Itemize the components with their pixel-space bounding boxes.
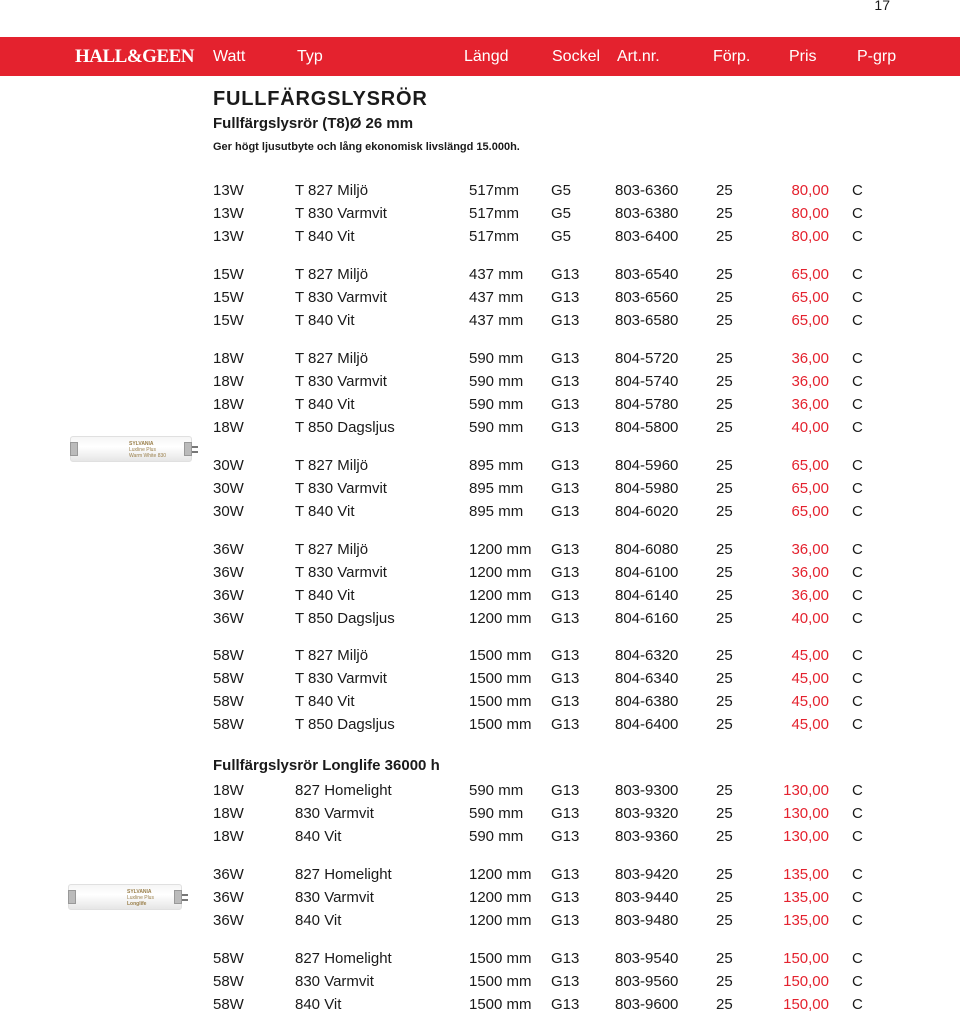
product-subtitle: Fullfärgslysrör (T8)Ø 26 mm <box>213 115 414 132</box>
cell-socket: G13 <box>551 950 580 967</box>
cell-type: 827 Homelight <box>295 866 392 883</box>
cell-pack-size: 25 <box>716 828 733 845</box>
table-row <box>0 610 960 630</box>
cell-pack-size: 25 <box>716 564 733 581</box>
cell-watt: 30W <box>213 480 244 497</box>
cell-article-number: 803-9440 <box>615 889 679 906</box>
cell-price-group: C <box>852 228 863 245</box>
cell-socket: G13 <box>551 419 580 436</box>
cell-length: 437 mm <box>469 312 524 329</box>
cell-article-number: 803-9360 <box>615 828 679 845</box>
cell-price: 135,00 <box>783 866 829 883</box>
cell-pack-size: 25 <box>716 419 733 436</box>
cell-length: 590 mm <box>469 419 524 436</box>
cell-price-group: C <box>852 912 863 929</box>
cell-socket: G13 <box>551 289 580 306</box>
cell-socket: G13 <box>551 610 580 627</box>
cell-type: T 850 Dagsljus <box>295 419 395 436</box>
tube-label-brand: SYLVANIA <box>127 889 152 895</box>
cell-socket: G13 <box>551 782 580 799</box>
cell-pack-size: 25 <box>716 647 733 664</box>
cell-type: T 840 Vit <box>295 587 355 604</box>
tube-label-line1: Luxline Plus <box>127 895 154 901</box>
cell-price: 135,00 <box>783 889 829 906</box>
cell-price-group: C <box>852 670 863 687</box>
cell-price: 45,00 <box>791 670 829 687</box>
cell-price-group: C <box>852 693 863 710</box>
cell-length: 1500 mm <box>469 973 532 990</box>
cell-price-group: C <box>852 289 863 306</box>
cell-price: 40,00 <box>791 419 829 436</box>
tube-image-standard <box>70 436 192 462</box>
cell-watt: 36W <box>213 587 244 604</box>
cell-type: T 840 Vit <box>295 396 355 413</box>
cell-socket: G5 <box>551 205 572 222</box>
tube-label-line2: Warm White 830 <box>129 453 167 459</box>
cell-length: 1200 mm <box>469 587 532 604</box>
cell-socket: G13 <box>551 693 580 710</box>
cell-type: T 830 Varmvit <box>295 480 387 497</box>
col-header-forp: Förp. <box>713 48 751 65</box>
cell-price-group: C <box>852 996 863 1013</box>
cell-watt: 36W <box>213 866 244 883</box>
cell-socket: G13 <box>551 912 580 929</box>
table-row <box>0 587 960 607</box>
cell-article-number: 804-6320 <box>615 647 679 664</box>
cell-article-number: 803-9480 <box>615 912 679 929</box>
table-row <box>0 716 960 736</box>
table-row <box>0 693 960 713</box>
cell-length: 1500 mm <box>469 996 532 1013</box>
cell-watt: 58W <box>213 950 244 967</box>
table-row <box>0 205 960 225</box>
tube-label-brand: SYLVANIA <box>129 441 154 447</box>
cell-pack-size: 25 <box>716 670 733 687</box>
cell-type: T 827 Miljö <box>295 266 369 283</box>
cell-watt: 58W <box>213 973 244 990</box>
cell-price: 130,00 <box>783 782 829 799</box>
cell-type: T 840 Vit <box>295 312 355 329</box>
cell-pack-size: 25 <box>716 610 733 627</box>
cell-watt: 18W <box>213 805 244 822</box>
cell-type: 827 Homelight <box>295 950 392 967</box>
cell-article-number: 803-9420 <box>615 866 679 883</box>
cell-type: T 827 Miljö <box>295 350 369 367</box>
cell-socket: G13 <box>551 396 580 413</box>
cell-pack-size: 25 <box>716 205 733 222</box>
cell-article-number: 804-6020 <box>615 503 679 520</box>
cell-watt: 13W <box>213 228 244 245</box>
cell-watt: 30W <box>213 457 244 474</box>
cell-price-group: C <box>852 805 863 822</box>
cell-price: 45,00 <box>791 693 829 710</box>
table-row <box>0 950 960 970</box>
cell-price: 65,00 <box>791 266 829 283</box>
cell-price: 150,00 <box>783 973 829 990</box>
cell-pack-size: 25 <box>716 350 733 367</box>
table-row <box>0 996 960 1013</box>
table-row <box>0 866 960 886</box>
cell-pack-size: 25 <box>716 480 733 497</box>
cell-pack-size: 25 <box>716 866 733 883</box>
cell-watt: 36W <box>213 889 244 906</box>
cell-pack-size: 25 <box>716 912 733 929</box>
cell-article-number: 803-9300 <box>615 782 679 799</box>
cell-watt: 15W <box>213 289 244 306</box>
table-row <box>0 289 960 309</box>
cell-price-group: C <box>852 716 863 733</box>
cell-pack-size: 25 <box>716 693 733 710</box>
cell-pack-size: 25 <box>716 457 733 474</box>
cell-length: 590 mm <box>469 350 524 367</box>
cell-type: T 830 Varmvit <box>295 670 387 687</box>
cell-pack-size: 25 <box>716 396 733 413</box>
cell-price: 36,00 <box>791 564 829 581</box>
cell-article-number: 804-5740 <box>615 373 679 390</box>
cell-length: 1500 mm <box>469 950 532 967</box>
cell-article-number: 804-6160 <box>615 610 679 627</box>
table-row <box>0 182 960 202</box>
cell-article-number: 804-5960 <box>615 457 679 474</box>
cell-socket: G13 <box>551 503 580 520</box>
cell-length: 1200 mm <box>469 866 532 883</box>
col-header-typ: Typ <box>297 48 323 65</box>
cell-type: T 850 Dagsljus <box>295 610 395 627</box>
cell-price: 65,00 <box>791 312 829 329</box>
cell-watt: 58W <box>213 647 244 664</box>
cell-type: 840 Vit <box>295 996 342 1013</box>
cell-length: 1200 mm <box>469 564 532 581</box>
cell-length: 517mm <box>469 205 520 222</box>
cell-pack-size: 25 <box>716 228 733 245</box>
table-row <box>0 373 960 393</box>
cell-length: 517mm <box>469 228 520 245</box>
cell-article-number: 804-6140 <box>615 587 679 604</box>
cell-price: 150,00 <box>783 996 829 1013</box>
cell-pack-size: 25 <box>716 266 733 283</box>
table-row <box>0 782 960 802</box>
cell-pack-size: 25 <box>716 716 733 733</box>
cell-price-group: C <box>852 503 863 520</box>
cell-pack-size: 25 <box>716 973 733 990</box>
cell-article-number: 803-6380 <box>615 205 679 222</box>
cell-price-group: C <box>852 587 863 604</box>
cell-price: 65,00 <box>791 457 829 474</box>
col-header-sockel: Sockel <box>552 48 601 65</box>
table-row <box>0 912 960 932</box>
cell-socket: G13 <box>551 973 580 990</box>
cell-article-number: 804-5780 <box>615 396 679 413</box>
table-row <box>0 805 960 825</box>
cell-article-number: 803-6580 <box>615 312 679 329</box>
brand-logo: HALL&GEEN <box>75 46 195 67</box>
cell-watt: 18W <box>213 782 244 799</box>
table-row <box>0 228 960 248</box>
cell-length: 590 mm <box>469 782 524 799</box>
cell-type: 840 Vit <box>295 828 342 845</box>
cell-socket: G13 <box>551 670 580 687</box>
cell-socket: G13 <box>551 647 580 664</box>
cell-pack-size: 25 <box>716 950 733 967</box>
cell-type: T 850 Dagsljus <box>295 716 395 733</box>
cell-type: T 827 Miljö <box>295 457 369 474</box>
cell-price: 36,00 <box>791 396 829 413</box>
cell-price-group: C <box>852 866 863 883</box>
cell-price-group: C <box>852 266 863 283</box>
cell-price: 80,00 <box>791 205 829 222</box>
table-row <box>0 350 960 370</box>
cell-length: 590 mm <box>469 373 524 390</box>
cell-pack-size: 25 <box>716 805 733 822</box>
cell-pack-size: 25 <box>716 541 733 558</box>
cell-watt: 13W <box>213 205 244 222</box>
cell-pack-size: 25 <box>716 889 733 906</box>
cell-socket: G13 <box>551 828 580 845</box>
cell-price: 36,00 <box>791 587 829 604</box>
cell-article-number: 804-5800 <box>615 419 679 436</box>
cell-price-group: C <box>852 205 863 222</box>
cell-price-group: C <box>852 610 863 627</box>
cell-watt: 18W <box>213 373 244 390</box>
cell-price: 130,00 <box>783 805 829 822</box>
cell-length: 895 mm <box>469 503 524 520</box>
cell-price-group: C <box>852 457 863 474</box>
table-row <box>0 647 960 667</box>
cell-price: 36,00 <box>791 541 829 558</box>
table-row <box>0 828 960 848</box>
cell-type: T 840 Vit <box>295 693 355 710</box>
cell-article-number: 803-6360 <box>615 182 679 199</box>
table-row <box>0 312 960 332</box>
cell-article-number: 803-9560 <box>615 973 679 990</box>
cell-watt: 18W <box>213 396 244 413</box>
col-header-watt: Watt <box>213 48 246 65</box>
cell-watt: 36W <box>213 610 244 627</box>
cell-price: 45,00 <box>791 716 829 733</box>
cell-price-group: C <box>852 350 863 367</box>
cell-type: T 827 Miljö <box>295 647 369 664</box>
cell-price: 36,00 <box>791 373 829 390</box>
cell-price-group: C <box>852 182 863 199</box>
cell-price-group: C <box>852 828 863 845</box>
cell-socket: G13 <box>551 266 580 283</box>
cell-socket: G13 <box>551 541 580 558</box>
cell-watt: 18W <box>213 419 244 436</box>
cell-socket: G13 <box>551 564 580 581</box>
cell-watt: 58W <box>213 670 244 687</box>
tube-label-line2: Longlife <box>127 901 147 907</box>
col-header-pgrp: P-grp <box>857 48 897 65</box>
cell-length: 1200 mm <box>469 912 532 929</box>
cell-price: 80,00 <box>791 228 829 245</box>
cell-article-number: 803-6560 <box>615 289 679 306</box>
cell-socket: G13 <box>551 350 580 367</box>
cell-type: 830 Varmvit <box>295 889 374 906</box>
cell-socket: G13 <box>551 457 580 474</box>
col-header-artnr: Art.nr. <box>617 48 660 65</box>
cell-price: 40,00 <box>791 610 829 627</box>
cell-price: 80,00 <box>791 182 829 199</box>
cell-price: 45,00 <box>791 647 829 664</box>
table-row <box>0 541 960 561</box>
cell-article-number: 803-9600 <box>615 996 679 1013</box>
cell-article-number: 804-6100 <box>615 564 679 581</box>
cell-type: T 830 Varmvit <box>295 205 387 222</box>
cell-watt: 15W <box>213 266 244 283</box>
cell-article-number: 803-6540 <box>615 266 679 283</box>
cell-price-group: C <box>852 373 863 390</box>
cell-watt: 13W <box>213 182 244 199</box>
cell-type: T 830 Varmvit <box>295 373 387 390</box>
cell-pack-size: 25 <box>716 996 733 1013</box>
cell-socket: G13 <box>551 716 580 733</box>
cell-watt: 58W <box>213 996 244 1013</box>
cell-socket: G13 <box>551 373 580 390</box>
cell-price-group: C <box>852 480 863 497</box>
cell-pack-size: 25 <box>716 289 733 306</box>
cell-price-group: C <box>852 541 863 558</box>
cell-pack-size: 25 <box>716 503 733 520</box>
cell-socket: G5 <box>551 182 572 199</box>
table-row <box>0 480 960 500</box>
tube-label-line1: Luxline Plus <box>129 447 156 453</box>
cell-type: T 827 Miljö <box>295 182 369 199</box>
cell-type: T 830 Varmvit <box>295 564 387 581</box>
cell-socket: G13 <box>551 480 580 497</box>
cell-length: 1500 mm <box>469 670 532 687</box>
cell-length: 1200 mm <box>469 541 532 558</box>
table-row <box>0 670 960 690</box>
cell-price: 36,00 <box>791 350 829 367</box>
cell-article-number: 804-6340 <box>615 670 679 687</box>
cell-article-number: 803-9320 <box>615 805 679 822</box>
cell-article-number: 804-6400 <box>615 716 679 733</box>
cell-watt: 58W <box>213 716 244 733</box>
cell-type: T 830 Varmvit <box>295 289 387 306</box>
cell-price-group: C <box>852 782 863 799</box>
cell-pack-size: 25 <box>716 182 733 199</box>
cell-length: 895 mm <box>469 457 524 474</box>
cell-article-number: 804-6380 <box>615 693 679 710</box>
cell-price: 150,00 <box>783 950 829 967</box>
cell-article-number: 803-9540 <box>615 950 679 967</box>
col-header-pris: Pris <box>789 48 817 65</box>
cell-socket: G13 <box>551 866 580 883</box>
cell-length: 590 mm <box>469 396 524 413</box>
cell-article-number: 803-6400 <box>615 228 679 245</box>
cell-price-group: C <box>852 396 863 413</box>
cell-length: 590 mm <box>469 828 524 845</box>
table-row <box>0 503 960 523</box>
cell-pack-size: 25 <box>716 587 733 604</box>
cell-price-group: C <box>852 564 863 581</box>
cell-length: 437 mm <box>469 289 524 306</box>
cell-price-group: C <box>852 950 863 967</box>
page-title: FULLFÄRGSLYSRÖR <box>213 88 428 110</box>
cell-price: 130,00 <box>783 828 829 845</box>
cell-length: 1200 mm <box>469 610 532 627</box>
tube-image-longlife <box>68 884 182 910</box>
cell-type: T 827 Miljö <box>295 541 369 558</box>
page-number: 17 <box>874 0 890 13</box>
table-row <box>0 564 960 584</box>
cell-socket: G13 <box>551 805 580 822</box>
cell-price: 65,00 <box>791 289 829 306</box>
cell-watt: 58W <box>213 693 244 710</box>
cell-pack-size: 25 <box>716 782 733 799</box>
cell-length: 437 mm <box>469 266 524 283</box>
cell-socket: G13 <box>551 587 580 604</box>
cell-pack-size: 25 <box>716 373 733 390</box>
cell-length: 1500 mm <box>469 693 532 710</box>
cell-pack-size: 25 <box>716 312 733 329</box>
cell-watt: 15W <box>213 312 244 329</box>
cell-price-group: C <box>852 419 863 436</box>
cell-socket: G13 <box>551 889 580 906</box>
cell-price-group: C <box>852 973 863 990</box>
cell-type: T 840 Vit <box>295 503 355 520</box>
table-row <box>0 396 960 416</box>
cell-price: 135,00 <box>783 912 829 929</box>
cell-article-number: 804-6080 <box>615 541 679 558</box>
col-header-langd: Längd <box>464 48 509 65</box>
cell-type: 830 Varmvit <box>295 805 374 822</box>
cell-price: 65,00 <box>791 503 829 520</box>
cell-watt: 30W <box>213 503 244 520</box>
section-title-longlife: Fullfärgslysrör Longlife 36000 h <box>213 757 440 774</box>
cell-type: 830 Varmvit <box>295 973 374 990</box>
cell-socket: G5 <box>551 228 572 245</box>
cell-price-group: C <box>852 647 863 664</box>
cell-type: 840 Vit <box>295 912 342 929</box>
header-bar <box>0 37 960 76</box>
cell-watt: 18W <box>213 828 244 845</box>
cell-watt: 36W <box>213 541 244 558</box>
cell-length: 1500 mm <box>469 647 532 664</box>
cell-type: 827 Homelight <box>295 782 392 799</box>
cell-length: 517mm <box>469 182 520 199</box>
cell-watt: 18W <box>213 350 244 367</box>
cell-watt: 36W <box>213 912 244 929</box>
cell-length: 590 mm <box>469 805 524 822</box>
table-row <box>0 266 960 286</box>
cell-price-group: C <box>852 889 863 906</box>
cell-watt: 36W <box>213 564 244 581</box>
cell-price-group: C <box>852 312 863 329</box>
cell-article-number: 804-5720 <box>615 350 679 367</box>
cell-socket: G13 <box>551 312 580 329</box>
cell-price: 65,00 <box>791 480 829 497</box>
cell-length: 1500 mm <box>469 716 532 733</box>
cell-length: 895 mm <box>469 480 524 497</box>
table-row <box>0 973 960 993</box>
product-description: Ger högt ljusutbyte och lång ekonomisk livslängd 15.000h. <box>213 141 520 153</box>
cell-type: T 840 Vit <box>295 228 355 245</box>
cell-length: 1200 mm <box>469 889 532 906</box>
cell-socket: G13 <box>551 996 580 1013</box>
cell-article-number: 804-5980 <box>615 480 679 497</box>
